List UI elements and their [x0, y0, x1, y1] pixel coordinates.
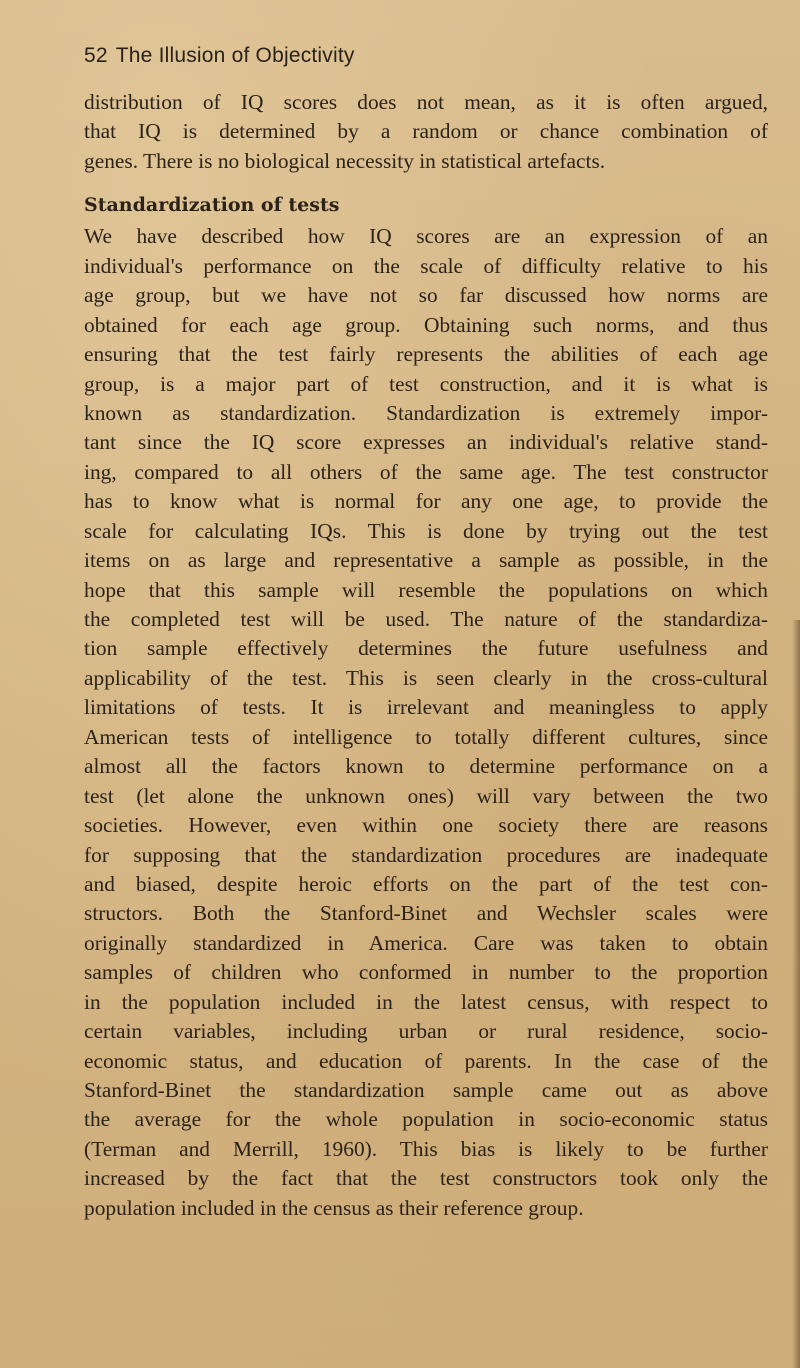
text-line: known as standardization. Standardization is extremely impor-	[84, 400, 768, 425]
page-number: 52	[84, 44, 108, 67]
text-line: ing, compared to all others of the same age. The test constructor	[84, 459, 768, 484]
text-line: economic status, and education of parents. In the case of the	[84, 1048, 768, 1073]
text-line: samples of children who conformed in number to the proportion	[84, 960, 768, 985]
text-line: (Terman and Merrill, 1960). This bias is likely to be further	[84, 1136, 768, 1161]
paragraph-standardization	[84, 222, 768, 1223]
text-line: age group, but we have not so far discussed how norms are	[84, 283, 768, 308]
text-line: certain variables, including urban or rural residence, socio-	[84, 1019, 768, 1044]
text-line: in the population included in the latest census, with respect to	[84, 989, 768, 1014]
text-line: ensuring that the test fairly represents the abilities of each age	[84, 342, 768, 367]
page-edge-shadow	[792, 620, 800, 1368]
text-line: We have described how IQ scores are an expression of an	[84, 224, 768, 249]
text-line: almost all the factors known to determine performance on a	[84, 754, 768, 779]
running-header	[84, 44, 355, 68]
text-line: individual's performance on the scale of difficulty relative to his	[84, 253, 768, 278]
text-line: hope that this sample will resemble the populations on which	[84, 577, 768, 602]
text-line: originally standardized in America. Care was taken to obtain	[84, 930, 768, 955]
text-line: tant since the IQ score expresses an individual's relative stand-	[84, 430, 768, 455]
text-line: applicability of the test. This is seen clearly in the cross-cultural	[84, 665, 768, 690]
text-line: societies. However, even within one society there are reasons	[84, 813, 768, 838]
text-line: Stanford-Binet the standardization sample came out as above	[84, 1078, 768, 1102]
text-line: increased by the fact that the test constructors took only the	[84, 1166, 768, 1191]
text-line: test (let alone the unknown ones) will vary between the two	[84, 783, 768, 808]
text-line: has to know what is normal for any one age, to provide the	[84, 489, 768, 514]
text-line: group, is a major part of test construction, and it is what is	[84, 371, 768, 396]
running-title: The Illusion of Objectivity	[115, 44, 355, 67]
text-line: for supposing that the standardization procedures are inadequate	[84, 842, 768, 867]
text-line: that IQ is determined by a random or chance combination of	[84, 119, 768, 144]
text-line: obtained for each age group. Obtaining such norms, and thus	[84, 312, 768, 337]
text-line: tion sample effectively determines the future usefulness and	[84, 636, 768, 661]
text-line: items on as large and representative a sample as possible, in the	[84, 548, 768, 573]
text-line: genes. There is no biological necessity in statistical artefacts.	[84, 148, 606, 173]
body-text	[84, 88, 768, 1223]
text-line: population included in the census as their reference group.	[84, 1195, 584, 1220]
text-line: limitations of tests. It is irrelevant and meaningless to apply	[84, 695, 768, 720]
text-line: American tests of intelligence to totally different cultures, since	[84, 724, 768, 749]
text-line: and biased, despite heroic efforts on the part of the test con-	[84, 871, 768, 896]
text-line: scale for calculating IQs. This is done by trying out the test	[84, 518, 768, 543]
text-line: the average for the whole population in socio-economic status	[84, 1107, 768, 1132]
text-line: structors. Both the Stanford-Binet and Wechsler scales were	[84, 901, 768, 926]
text-line: distribution of IQ scores does not mean, as it is often argued,	[84, 90, 768, 114]
text-line: the completed test will be used. The nature of the standardiza-	[84, 607, 768, 631]
section-heading: Standardization of tests	[84, 194, 340, 217]
paragraph-continued	[84, 88, 768, 176]
